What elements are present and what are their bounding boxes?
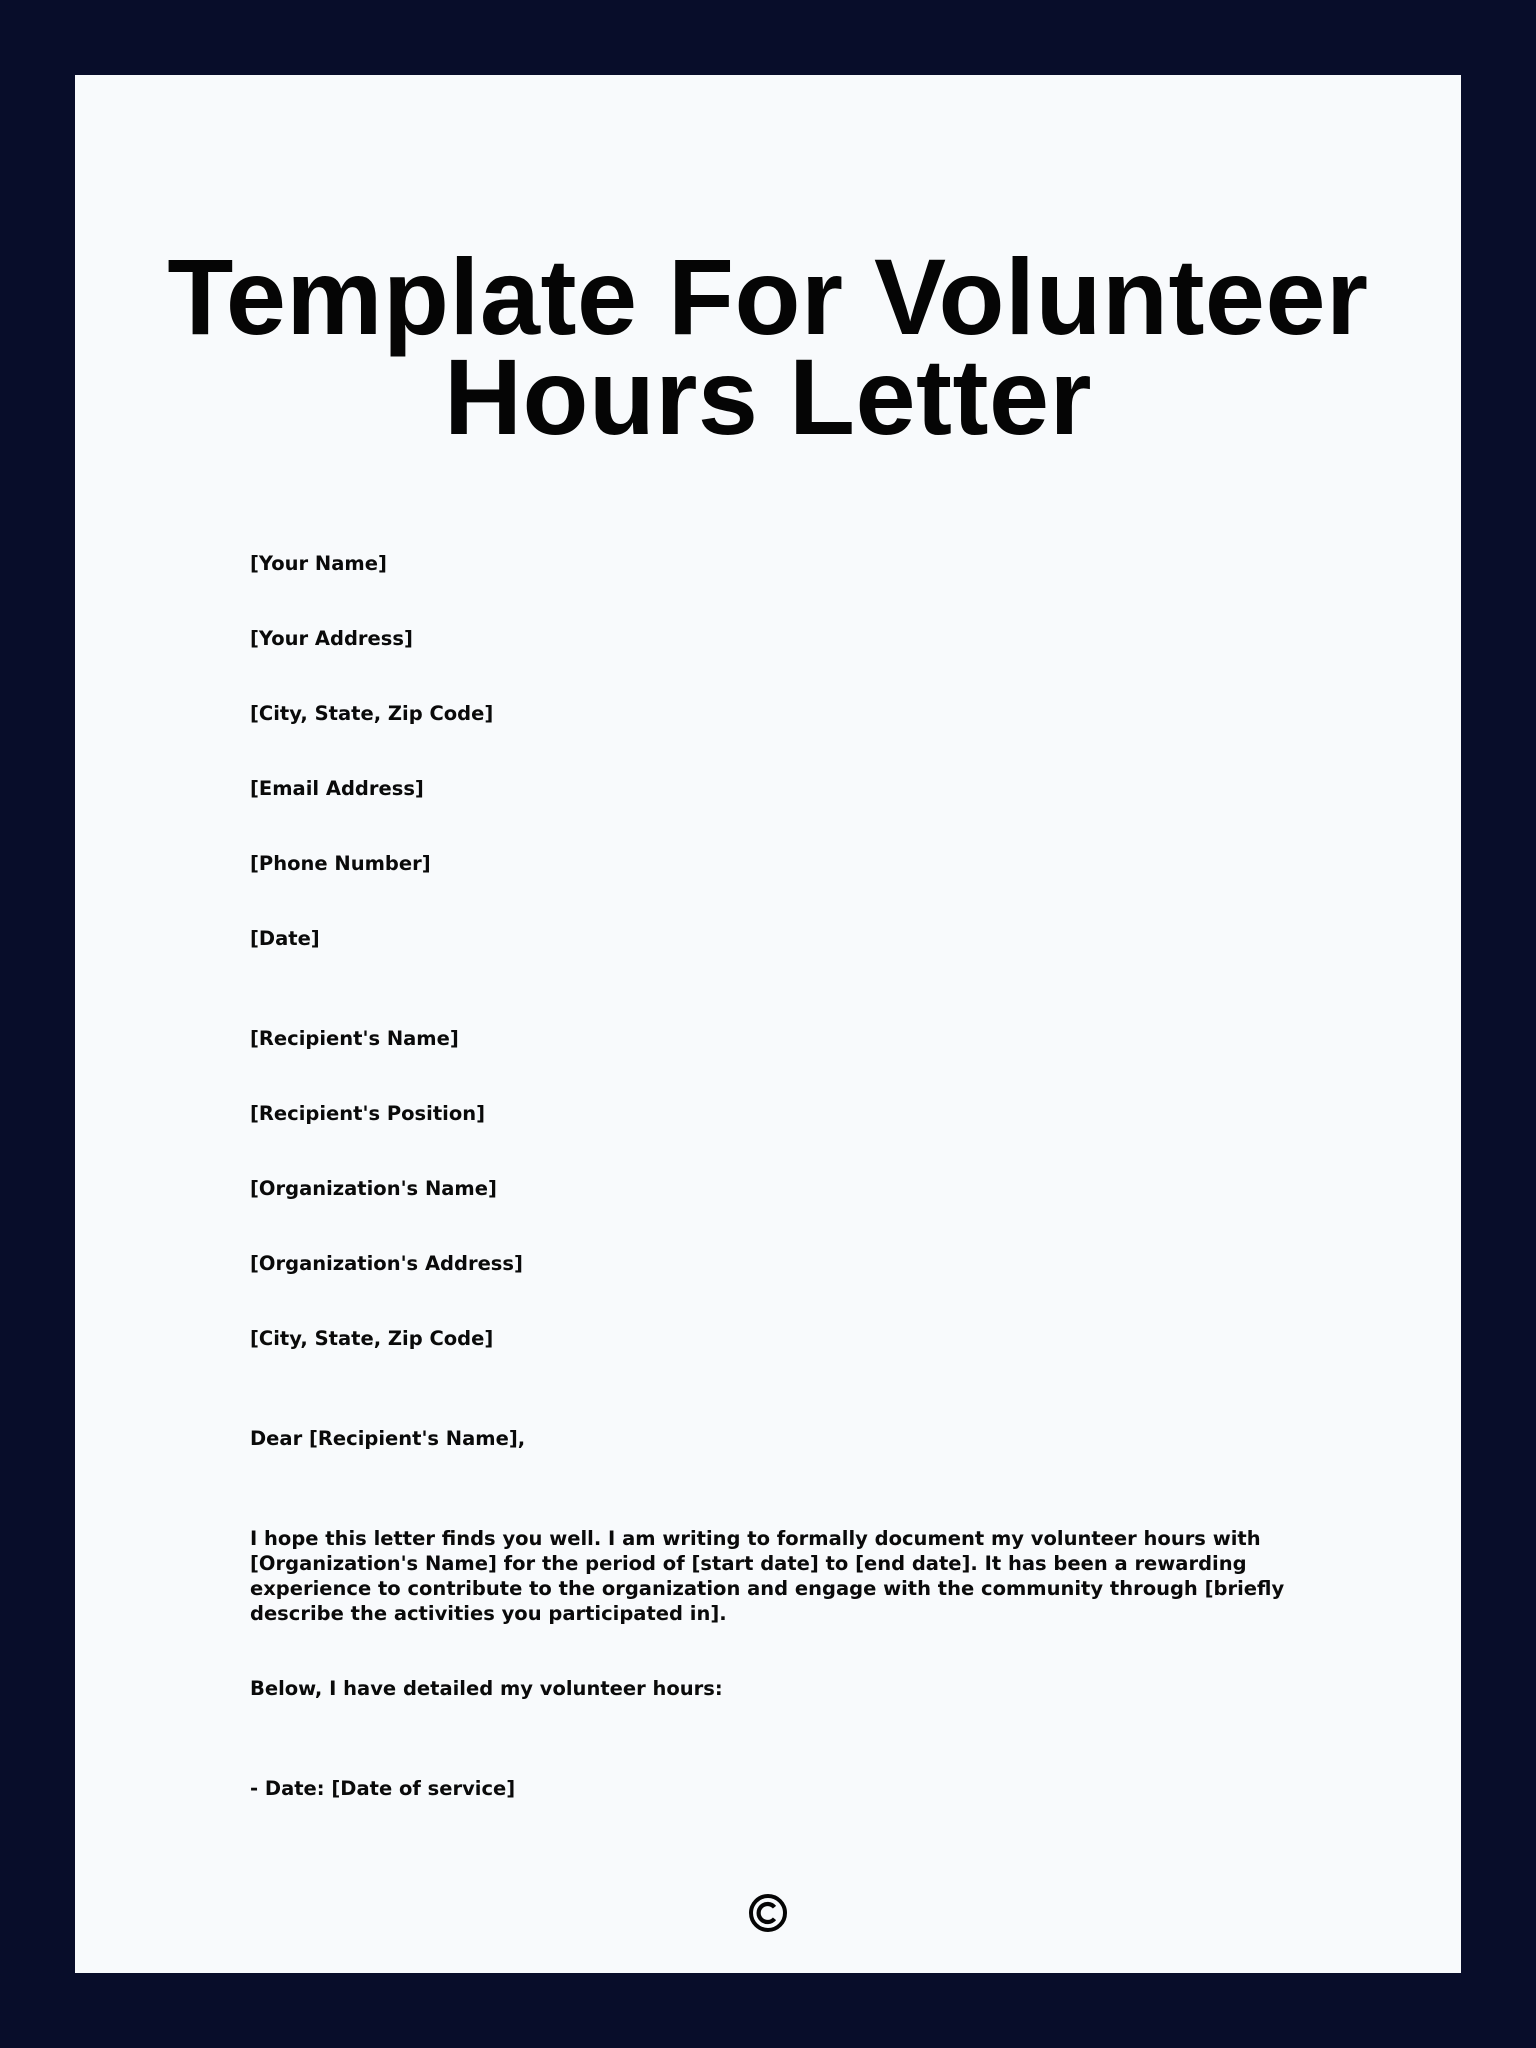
sender-city-state-zip: [City, State, Zip Code] bbox=[250, 702, 494, 725]
copyright-icon bbox=[748, 1893, 788, 1933]
recipient-position: [Recipient's Position] bbox=[250, 1102, 486, 1125]
title-line-1: Template For Volunteer bbox=[167, 236, 1369, 357]
sender-email: [Email Address] bbox=[250, 777, 424, 800]
recipient-name: [Recipient's Name] bbox=[250, 1027, 459, 1050]
letter-date: [Date] bbox=[250, 927, 320, 950]
hours-intro: Below, I have detailed my volunteer hours: bbox=[250, 1677, 723, 1700]
recipient-organization-address: [Organization's Address] bbox=[250, 1252, 523, 1275]
sender-name: [Your Name] bbox=[250, 552, 387, 575]
footer-copyright bbox=[75, 1893, 1461, 1938]
document-page bbox=[75, 75, 1461, 1973]
recipient-city-state-zip: [City, State, Zip Code] bbox=[250, 1327, 494, 1350]
title-line-2: Hours Letter bbox=[443, 336, 1093, 457]
recipient-organization: [Organization's Name] bbox=[250, 1177, 497, 1200]
document-title bbox=[75, 236, 1461, 457]
salutation: Dear [Recipient's Name], bbox=[250, 1427, 526, 1450]
hours-item-date: - Date: [Date of service] bbox=[250, 1777, 516, 1800]
sender-address: [Your Address] bbox=[250, 627, 413, 650]
sender-phone: [Phone Number] bbox=[250, 852, 431, 875]
body-paragraph: I hope this letter finds you well. I am writing to formally document my volunteer hours with [Organization's Name] for the period of [start date] to [end date]. It has been a rewarding experience to contribute to the organization and engage with the community through [briefly describe the activities you participated in]. bbox=[250, 1527, 1285, 1625]
